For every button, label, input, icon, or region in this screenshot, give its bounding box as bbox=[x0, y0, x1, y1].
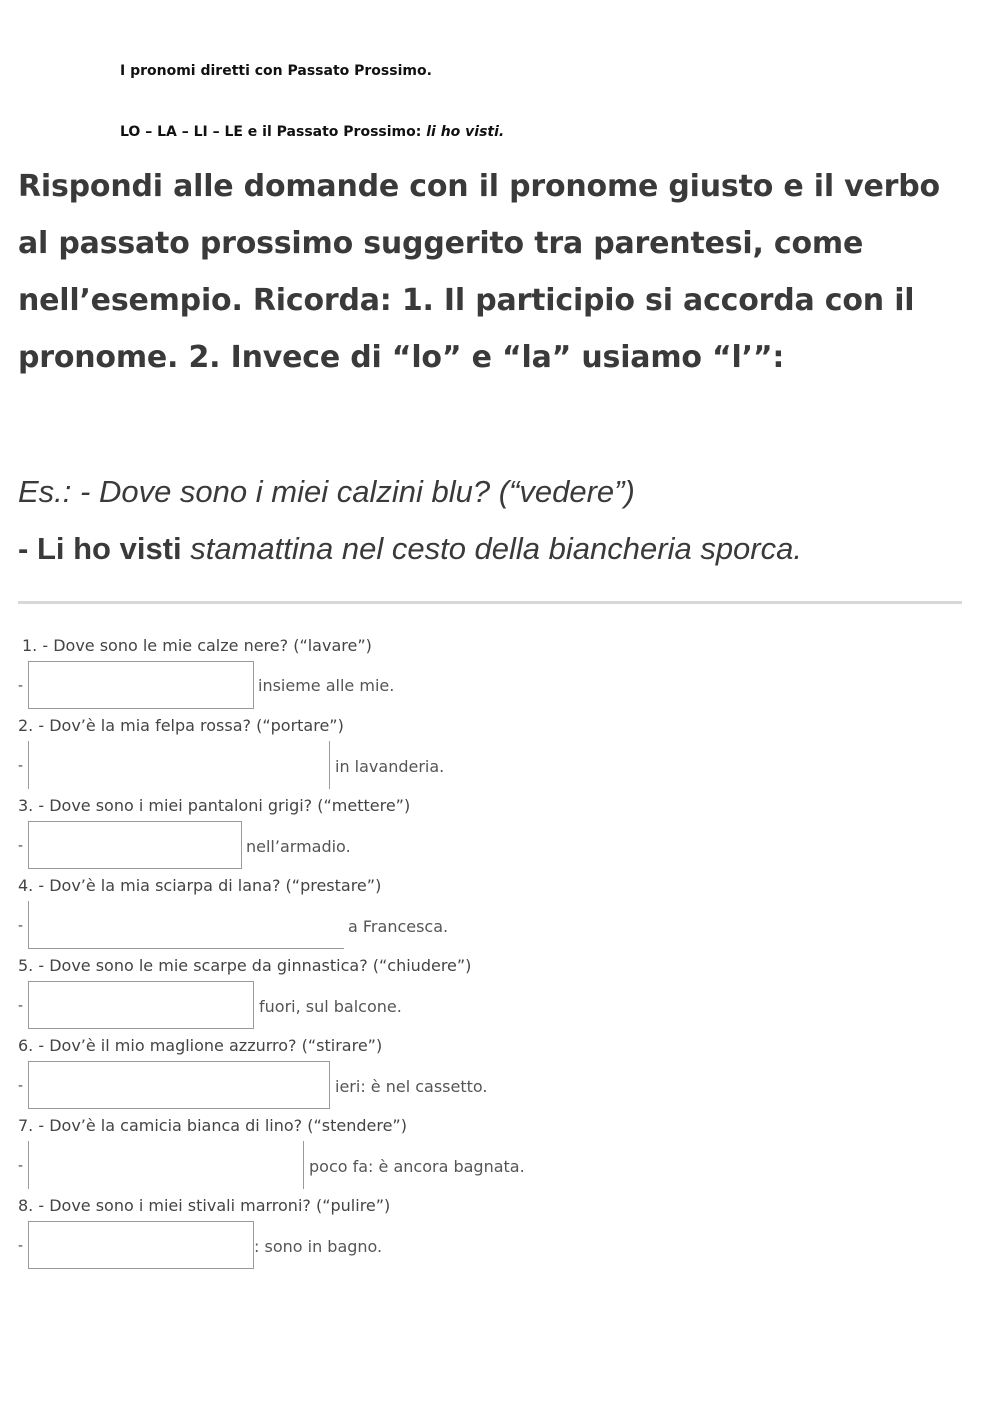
answer-dash-8: - bbox=[18, 1238, 24, 1254]
answer-box-3[interactable] bbox=[28, 821, 242, 869]
question-2: 2. - Dov’è la mia felpa rossa? (“portare”) bbox=[18, 716, 344, 735]
answer-input-4[interactable] bbox=[29, 901, 344, 948]
worksheet-title: I pronomi diretti con Passato Prossimo. bbox=[120, 63, 432, 79]
answer-tail-4: a Francesca. bbox=[348, 917, 449, 936]
question-8: 8. - Dove sono i miei stivali marroni? (“pulire”) bbox=[18, 1196, 391, 1215]
answer-tail-7: poco fa: è ancora bagnata. bbox=[309, 1157, 525, 1176]
question-3: 3. - Dove sono i miei pantaloni grigi? (“mettere”) bbox=[18, 796, 411, 815]
answer-input-5[interactable] bbox=[29, 982, 253, 1028]
example-answer: - Li ho visti stamattina nel cesto della biancheria sporca. bbox=[18, 531, 802, 566]
worksheet-subtitle bbox=[120, 124, 504, 140]
question-5: 5. - Dove sono le mie scarpe da ginnastica? (“chiudere”) bbox=[18, 956, 472, 975]
subtitle-example: li ho visti. bbox=[426, 124, 505, 140]
answer-dash-4: - bbox=[18, 918, 24, 934]
answer-input-3[interactable] bbox=[29, 822, 241, 868]
answer-box-7[interactable] bbox=[28, 1141, 304, 1189]
subtitle-prefix: LO – LA – LI – LE e il Passato Prossimo: bbox=[120, 124, 427, 140]
answer-tail-2: in lavanderia. bbox=[335, 757, 445, 776]
answer-tail-6: ieri: è nel cassetto. bbox=[335, 1077, 488, 1096]
question-4: 4. - Dov’è la mia sciarpa di lana? (“prestare”) bbox=[18, 876, 382, 895]
question-1: 1. - Dove sono le mie calze nere? (“lavare”) bbox=[22, 636, 372, 655]
answer-box-4[interactable] bbox=[28, 901, 344, 949]
answer-box-1[interactable] bbox=[28, 661, 254, 709]
example-question: Es.: - Dove sono i miei calzini blu? (“vedere”) bbox=[18, 474, 635, 509]
answer-input-6[interactable] bbox=[29, 1062, 329, 1108]
divider bbox=[18, 601, 962, 604]
answer-tail-3: nell’armadio. bbox=[246, 837, 351, 856]
answer-tail-5: fuori, sul balcone. bbox=[259, 997, 402, 1016]
answer-dash-1: - bbox=[18, 678, 24, 694]
answer-box-5[interactable] bbox=[28, 981, 254, 1029]
answer-input-7[interactable] bbox=[29, 1141, 303, 1189]
answer-dash-6: - bbox=[18, 1078, 24, 1094]
answer-dash-5: - bbox=[18, 998, 24, 1014]
question-7: 7. - Dov’è la camicia bianca di lino? (“stendere”) bbox=[18, 1116, 407, 1135]
answer-tail-8: : sono in bagno. bbox=[254, 1237, 383, 1256]
answer-box-8[interactable] bbox=[28, 1221, 254, 1269]
answer-dash-3: - bbox=[18, 838, 24, 854]
answer-box-6[interactable] bbox=[28, 1061, 330, 1109]
answer-input-2[interactable] bbox=[29, 741, 329, 789]
question-6: 6. - Dov’è il mio maglione azzurro? (“stirare”) bbox=[18, 1036, 383, 1055]
answer-tail-1: insieme alle mie. bbox=[258, 676, 395, 695]
answer-input-1[interactable] bbox=[29, 662, 253, 708]
answer-dash-2: - bbox=[18, 758, 24, 774]
answer-dash-7: - bbox=[18, 1158, 24, 1174]
instructions: Rispondi alle domande con il pronome giusto e il verbo al passato prossimo suggerito tra parentesi, come nell’esempio. Ricorda: 1. Il participio si accorda con il pronome. 2. Invece di “lo” e “la” usiamo “l’”: bbox=[18, 169, 940, 375]
answer-box-2[interactable] bbox=[28, 741, 330, 789]
answer-input-8[interactable] bbox=[29, 1222, 253, 1268]
